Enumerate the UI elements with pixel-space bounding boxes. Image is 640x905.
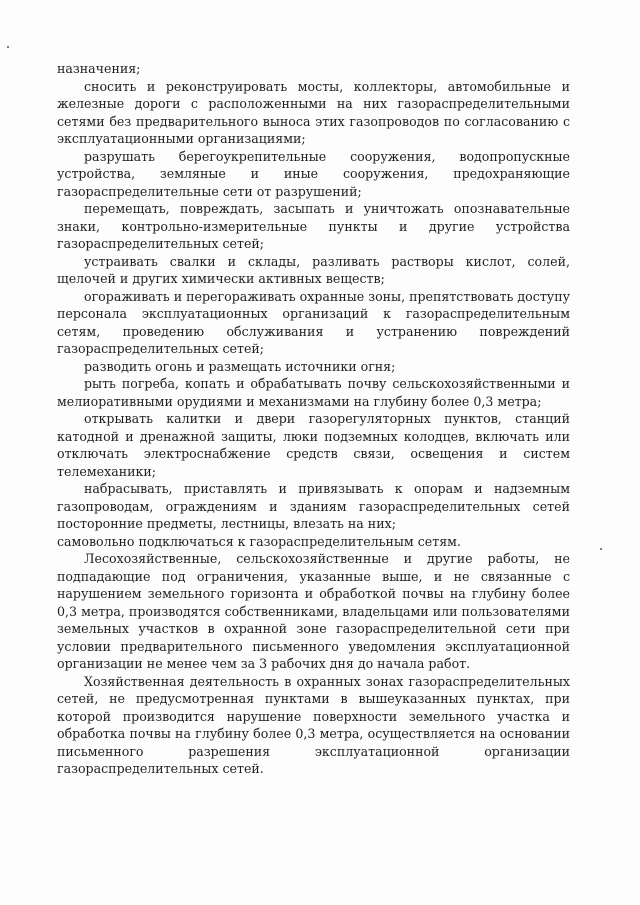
paragraph-fire: разводить огонь и размещать источники огня; [84, 358, 396, 374]
paragraph-bridges: сносить и реконструировать мосты, коллекторы, автомобильные и железные дороги с расположенными на них газораспределительными сетями без предварительного выноса этих газопроводов по согласованию с эксплуатационными организациями; [57, 78, 570, 146]
paragraph-forestry-works: Лесохозяйственные, сельскохозяйственные и другие работы, не подпадающие под ограничения, указанные выше, и не связанные с нарушением земельного горизонта и обработкой почвы на глубину более 0,3 метра, производятся собственниками, владельцами или пользователями земельных участков в охранной зоне газораспределительной сети при условии предварительного письменного уведомления эксплуатационной организации не менее чем за 3 рабочих дня до начала работ. [57, 551, 570, 671]
paragraph-dumps: устраивать свалки и склады, разливать растворы кислот, солей, щелочей и других химически активных веществ; [57, 253, 570, 286]
paragraph-digging: рыть погреба, копать и обрабатывать почву сельскохозяйственными и мелиоративными орудиями и механизмами на глубину более 0,3 метра; [57, 376, 570, 409]
paragraph-economic-activity: Хозяйственная деятельность в охранных зонах газораспределительных сетей, не предусмотренная пунктами в вышеуказанных пунктах, при которой производится нарушение поверхности земельного участка и обработка почвы на глубину более 0,3 метра, осуществляется на основании письменного разрешения эксплуатационной организации газораспределительных сетей. [57, 673, 570, 776]
paragraph-connection: самовольно подключаться к газораспределительным сетям. [57, 533, 461, 549]
scan-speck [600, 548, 602, 550]
document-body [57, 60, 570, 778]
scan-speck [7, 46, 9, 48]
paragraph-signs: перемещать, повреждать, засыпать и уничтожать опознавательные знаки, контрольно-измерительные пункты и другие устройства газораспределительных сетей; [57, 201, 570, 251]
paragraph-objects: набрасывать, приставлять и привязывать к опорам и надземным газопроводам, ограждениям и зданиям газораспределительных сетей посторонние предметы, лестницы, влезать на них; [57, 481, 570, 531]
paragraph-continuation: назначения; [57, 61, 141, 76]
paragraph-bank-structures: разрушать берегоукрепительные сооружения, водопропускные устройства, земляные и иные сооружения, предохраняющие газораспределительные сети от разрушений; [57, 148, 570, 199]
paragraph-fencing: огораживать и перегораживать охранные зоны, препятствовать доступу персонала эксплуатационных организаций к газораспределительным сетям, проведению обслуживания и устранению повреждений газораспределительных сетей; [57, 288, 570, 356]
paragraph-gates: открывать калитки и двери газорегуляторных пунктов, станций катодной и дренажной защиты, люки подземных колодцев, включать или отключать электроснабжение средств связи, освещения и систем телемеханики; [57, 411, 570, 479]
